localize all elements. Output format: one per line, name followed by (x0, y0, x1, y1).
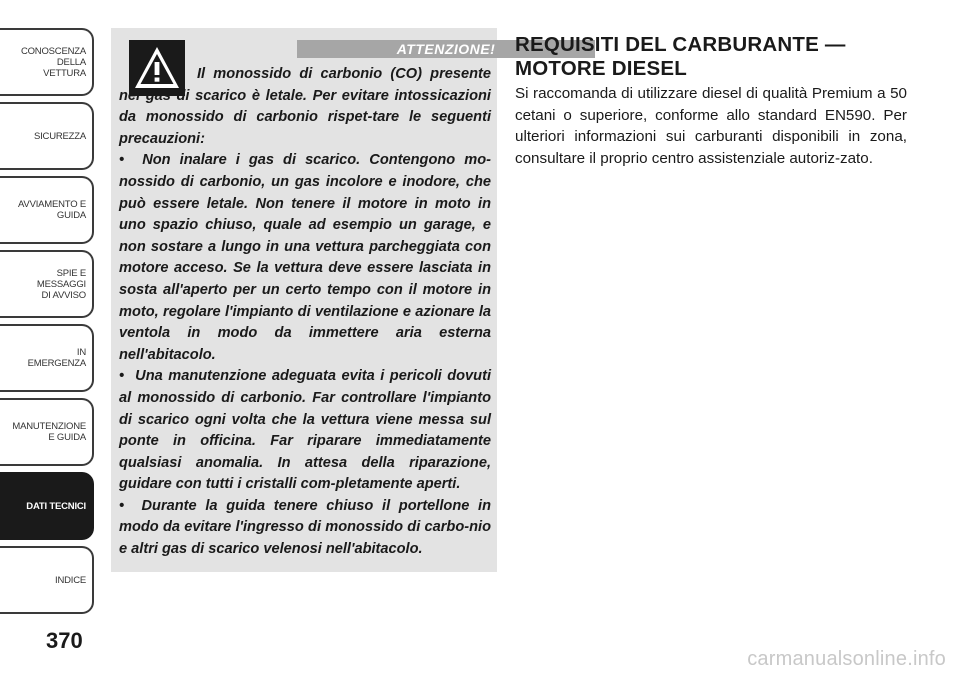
tab-manutenzione-e-guida[interactable]: MANUTENZIONE E GUIDA (0, 398, 94, 466)
tab-spie-e-messaggi[interactable]: SPIE E MESSAGGI DI AVVISO (0, 250, 94, 318)
warning-header: ATTENZIONE! (297, 40, 595, 58)
section-body: Si raccomanda di utilizzare diesel di qualità Premium a 50 cetani o superiore, conforme allo standard EN590. Per ulteriori informazioni sui carburanti disponibili in zona, consultare il proprio centro assistenziale autoriz-zato. (515, 85, 907, 167)
warning-bullet: • Durante la guida tenere chiuso il portellone in modo da evitare l'ingresso di monossido di carbo-nio e altri gas di scarico velenosi nell'abitacolo. (119, 496, 491, 561)
tab-avviamento-e-guida[interactable]: AVVIAMENTO E GUIDA (0, 176, 94, 244)
warning-bullet: • Non inalare i gas di scarico. Contengono mo-nossido di carbonio, un gas incolore e inodore, che può essere letale. Non tenere il motore in moto in uno spazio chiuso, quale ad esempio un garage, e non sostare a lungo in una vettura parcheggiata con motore acceso. Se la vettura deve essere lasciata in sosta all'aperto per un certo tempo con il motore in moto, regolare l'impianto di ventilazione e azionare la ventola in modo da immettere aria esterna nell'abitacolo. (119, 150, 491, 366)
tab-conoscenza-della-vettura[interactable]: CONOSCENZA DELLA VETTURA (0, 28, 94, 96)
warning-text (119, 64, 491, 561)
warning-box (111, 28, 497, 572)
section-title: REQUISITI DEL CARBURANTE — MOTORE DIESEL (515, 33, 846, 80)
watermark: carmanualsonline.info (747, 648, 946, 670)
warning-intro: Il monossido di carbonio (CO) presente nei gas di scarico è letale. Per evitare intossicazioni da monossido di carbonio rispet-tare le seguenti precauzioni: (119, 66, 491, 147)
tab-indice[interactable]: INDICE (0, 546, 94, 614)
page-number: 370 (46, 628, 83, 653)
tab-sicurezza[interactable]: SICUREZZA (0, 102, 94, 170)
tab-in-emergenza[interactable]: IN EMERGENZA (0, 324, 94, 392)
warning-bullet: • Una manutenzione adeguata evita i pericoli dovuti al monossido di carbonio. Far controllare l'impianto di scarico ogni volta che la vettura viene messa sul ponte in officina. Far riparare immediatamente qualsiasi anomalia. In attesa della riparazione, guidare con tutti i cristalli com-pletamente aperti. (119, 366, 491, 496)
tab-dati-tecnici[interactable]: DATI TECNICI (0, 472, 94, 540)
